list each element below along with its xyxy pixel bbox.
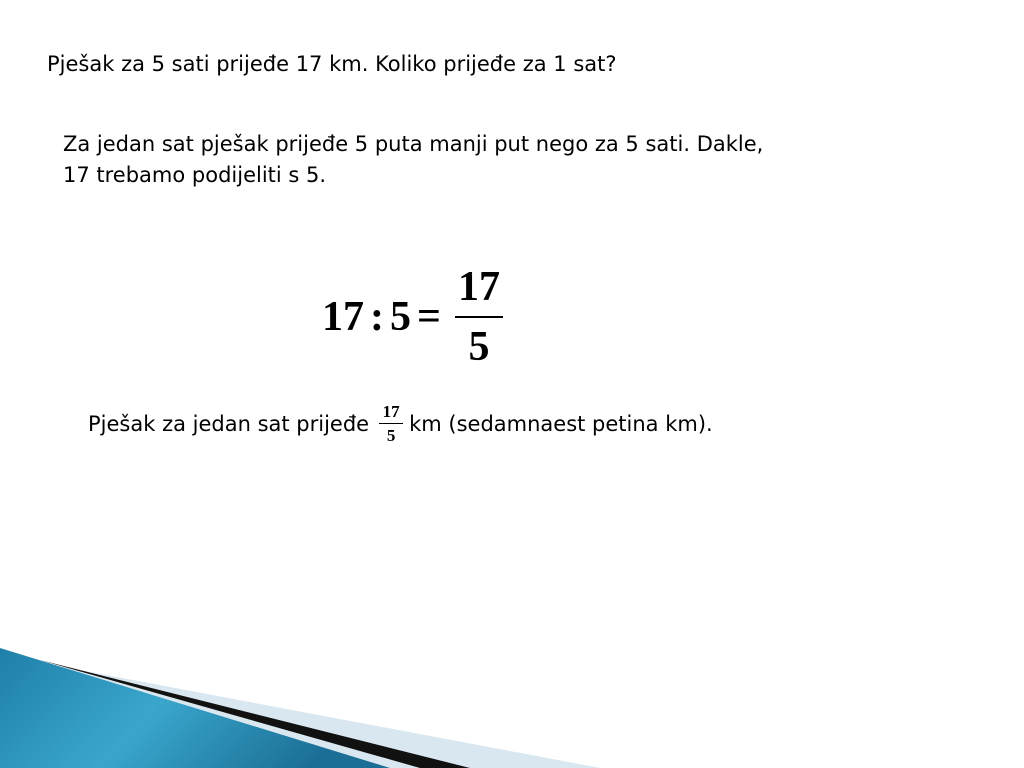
division-equation — [322, 262, 503, 372]
explanation-line-1: Za jedan sat pješak prijeđe 5 puta manji put nego za 5 sati. Dakle, — [63, 132, 764, 156]
equation-dividend: 17 — [322, 294, 364, 340]
answer-sentence — [88, 397, 713, 451]
answer-suffix: km (sedamnaest petina km). — [409, 412, 713, 436]
equation-equals-sign: = — [417, 294, 441, 340]
equation-divisor: 5 — [390, 294, 411, 340]
answer-fraction-denominator: 5 — [386, 426, 396, 445]
answer-fraction — [379, 403, 403, 445]
fraction-bar — [455, 316, 503, 318]
answer-prefix: Pješak za jedan sat prijeđe — [88, 412, 370, 436]
equation-fraction — [455, 264, 503, 370]
question-text: Pješak za 5 sati prijeđe 17 km. Koliko prijeđe za 1 sat? — [47, 52, 617, 76]
answer-fraction-bar — [379, 423, 403, 424]
equation-division-sign: : — [370, 294, 384, 340]
answer-fraction-numerator: 17 — [382, 402, 400, 421]
decoration-blue-band — [0, 648, 390, 768]
fraction-numerator: 17 — [457, 264, 500, 310]
explanation-line-2: 17 trebamo podijeliti s 5. — [63, 163, 327, 187]
fraction-denominator: 5 — [468, 324, 490, 370]
